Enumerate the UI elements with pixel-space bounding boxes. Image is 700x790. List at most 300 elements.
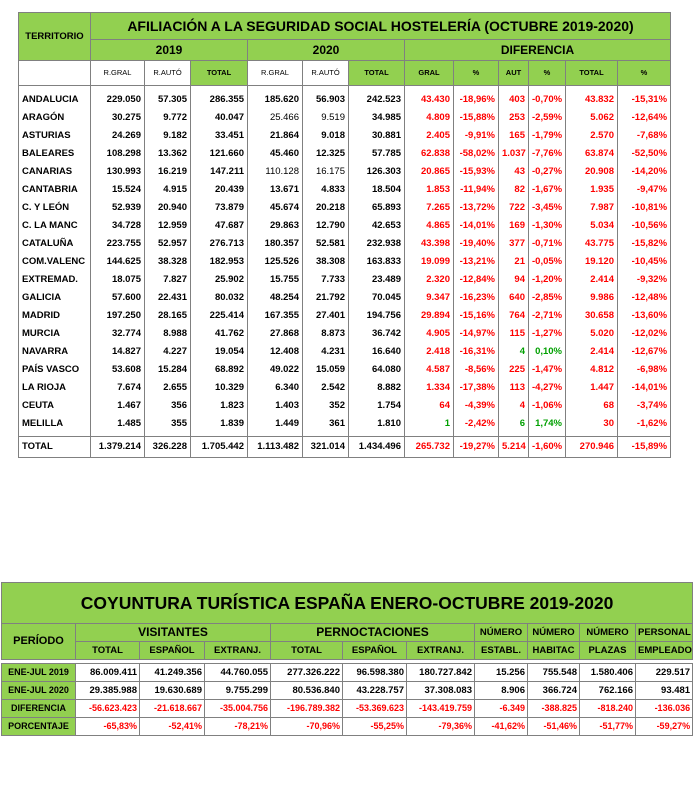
cell-rgral-2019: 52.939 xyxy=(91,198,145,216)
cell-visitors-foreign: -78,21% xyxy=(205,718,271,736)
cell-plazas: -818.240 xyxy=(580,700,636,718)
cell-rgral-2019: 57.600 xyxy=(91,288,145,306)
cell-rauto-2019: 52.957 xyxy=(145,234,191,252)
cell-rgral-2020: 1.403 xyxy=(248,396,303,414)
territory-row xyxy=(19,342,671,360)
territory-row xyxy=(19,396,671,414)
cell-territory: CANARIAS xyxy=(19,162,91,180)
cell-diff-gral: 64 xyxy=(405,396,454,414)
cell-pct-aut: -1,06% xyxy=(529,396,566,414)
cell-pct-aut: -1,67% xyxy=(529,180,566,198)
cell-rgral-2020: 185.620 xyxy=(248,86,303,109)
cell-rgral-2020: 1.113.482 xyxy=(248,437,303,458)
habitac-header: HABITAC xyxy=(528,642,580,660)
cell-diff-gral: 4.905 xyxy=(405,324,454,342)
cell-diff-total: 5.034 xyxy=(566,216,618,234)
cell-territory: CEUTA xyxy=(19,396,91,414)
cell-rgral-2019: 1.485 xyxy=(91,414,145,437)
cell-rauto-2020: 56.903 xyxy=(303,86,349,109)
cell-total-2019: 80.032 xyxy=(191,288,248,306)
cell-diff-aut: 1.037 xyxy=(499,144,529,162)
cell-rgral-2019: 18.075 xyxy=(91,270,145,288)
cell-territory: ASTURIAS xyxy=(19,126,91,144)
cell-pct-gral: -16,23% xyxy=(454,288,499,306)
cell-total-2020: 194.756 xyxy=(349,306,405,324)
overnights-header: PERNOCTACIONES xyxy=(271,624,475,642)
cell-diff-aut: 722 xyxy=(499,198,529,216)
cell-period: ENE-JUL 2020 xyxy=(2,682,76,700)
cell-diff-gral: 1 xyxy=(405,414,454,437)
overnights-spanish-header: ESPAÑOL xyxy=(343,642,407,660)
cell-rgral-2019: 14.827 xyxy=(91,342,145,360)
territory-row xyxy=(19,252,671,270)
cell-territory: COM.VALENC xyxy=(19,252,91,270)
cell-diff-gral: 43.398 xyxy=(405,234,454,252)
cell-total-2019: 41.762 xyxy=(191,324,248,342)
cell-diff-gral: 1.853 xyxy=(405,180,454,198)
cell-territory: C. LA MANC xyxy=(19,216,91,234)
cell-rauto-2020: 9.018 xyxy=(303,126,349,144)
staff-header: PERSONAL xyxy=(636,624,693,642)
cell-pct-total: -14,01% xyxy=(618,378,671,396)
sub-header-gral: GRAL xyxy=(405,61,454,86)
cell-diff-gral: 265.732 xyxy=(405,437,454,458)
cell-territory: LA RIOJA xyxy=(19,378,91,396)
cell-diff-total: 1.447 xyxy=(566,378,618,396)
cell-territory: GALICIA xyxy=(19,288,91,306)
cell-rauto-2019: 8.988 xyxy=(145,324,191,342)
cell-diff-aut: 225 xyxy=(499,360,529,378)
cell-diff-aut: 165 xyxy=(499,126,529,144)
cell-diff-gral: 2.320 xyxy=(405,270,454,288)
cell-rgral-2019: 24.269 xyxy=(91,126,145,144)
cell-rauto-2019: 28.165 xyxy=(145,306,191,324)
year-2019-header: 2019 xyxy=(91,40,248,61)
cell-visitors-foreign: 44.760.055 xyxy=(205,664,271,682)
cell-pct-total: -12,02% xyxy=(618,324,671,342)
territory-row xyxy=(19,306,671,324)
period-row xyxy=(2,664,693,682)
cell-total-2020: 70.045 xyxy=(349,288,405,306)
cell-rauto-2019: 356 xyxy=(145,396,191,414)
cell-rauto-2019: 9.182 xyxy=(145,126,191,144)
cell-visitors-foreign: 9.755.299 xyxy=(205,682,271,700)
cell-rgral-2020: 12.408 xyxy=(248,342,303,360)
tourism-body xyxy=(2,664,693,736)
cell-pct-gral: -19,27% xyxy=(454,437,499,458)
cell-total-2019: 276.713 xyxy=(191,234,248,252)
cell-pct-gral: -58,02% xyxy=(454,144,499,162)
sub-header-pct-aut: % xyxy=(529,61,566,86)
cell-pct-total: -15,31% xyxy=(618,86,671,109)
cell-diff-total: 1.935 xyxy=(566,180,618,198)
establ-header: ESTABL. xyxy=(475,642,528,660)
number-establ-header: NÚMERO xyxy=(475,624,528,642)
cell-rauto-2020: 361 xyxy=(303,414,349,437)
cell-overnights-spanish: 96.598.380 xyxy=(343,664,407,682)
cell-territory: BALEARES xyxy=(19,144,91,162)
cell-diff-aut: 764 xyxy=(499,306,529,324)
territory-row xyxy=(19,162,671,180)
territory-row xyxy=(19,180,671,198)
cell-overnights-total: 80.536.840 xyxy=(271,682,343,700)
cell-rgral-2019: 229.050 xyxy=(91,86,145,109)
cell-pct-aut: -1,20% xyxy=(529,270,566,288)
cell-overnights-total: -70,96% xyxy=(271,718,343,736)
affiliation-title: AFILIACIÓN A LA SEGURIDAD SOCIAL HOSTELERÍA (OCTUBRE 2019-2020) xyxy=(91,13,671,40)
visitors-header: VISITANTES xyxy=(76,624,271,642)
total-row xyxy=(19,437,671,458)
cell-diff-total: 63.874 xyxy=(566,144,618,162)
cell-territory: MURCIA xyxy=(19,324,91,342)
cell-rgral-2020: 27.868 xyxy=(248,324,303,342)
cell-diff-gral: 7.265 xyxy=(405,198,454,216)
cell-rauto-2019: 38.328 xyxy=(145,252,191,270)
cell-diff-aut: 169 xyxy=(499,216,529,234)
cell-rgral-2019: 223.755 xyxy=(91,234,145,252)
cell-diff-total: 5.020 xyxy=(566,324,618,342)
cell-pct-total: -1,62% xyxy=(618,414,671,437)
cell-territory: NAVARRA xyxy=(19,342,91,360)
cell-pct-gral: -2,42% xyxy=(454,414,499,437)
cell-pct-aut: -4,27% xyxy=(529,378,566,396)
cell-rgral-2019: 108.298 xyxy=(91,144,145,162)
cell-total-2020: 30.881 xyxy=(349,126,405,144)
cell-staff: -59,27% xyxy=(636,718,693,736)
cell-diff-total: 2.414 xyxy=(566,342,618,360)
cell-overnights-spanish: 43.228.757 xyxy=(343,682,407,700)
cell-total-2020: 57.785 xyxy=(349,144,405,162)
cell-rgral-2019: 144.625 xyxy=(91,252,145,270)
cell-rgral-2019: 30.275 xyxy=(91,108,145,126)
cell-establ: -41,62% xyxy=(475,718,528,736)
cell-diff-gral: 4.809 xyxy=(405,108,454,126)
cell-total-2020: 65.893 xyxy=(349,198,405,216)
cell-total-2020: 126.303 xyxy=(349,162,405,180)
cell-total-2019: 225.414 xyxy=(191,306,248,324)
sub-header-rauto-2019: R.AUTÓ xyxy=(145,61,191,86)
cell-visitors-foreign: -35.004.756 xyxy=(205,700,271,718)
cell-total-2019: 147.211 xyxy=(191,162,248,180)
cell-staff: -136.036 xyxy=(636,700,693,718)
cell-rgral-2020: 25.466 xyxy=(248,108,303,126)
cell-total-2019: 182.953 xyxy=(191,252,248,270)
tourism-table xyxy=(1,582,693,736)
cell-pct-gral: -13,72% xyxy=(454,198,499,216)
sub-header-total-diff: TOTAL xyxy=(566,61,618,86)
cell-overnights-total: 277.326.222 xyxy=(271,664,343,682)
cell-total-2019: 1.705.442 xyxy=(191,437,248,458)
cell-rauto-2019: 7.827 xyxy=(145,270,191,288)
territory-row xyxy=(19,198,671,216)
cell-diff-total: 20.908 xyxy=(566,162,618,180)
cell-rauto-2019: 2.655 xyxy=(145,378,191,396)
cell-overnights-spanish: -53.369.623 xyxy=(343,700,407,718)
cell-territory: ARAGÓN xyxy=(19,108,91,126)
territory-row xyxy=(19,324,671,342)
cell-total-2020: 36.742 xyxy=(349,324,405,342)
cell-rgral-2020: 180.357 xyxy=(248,234,303,252)
year-2020-header: 2020 xyxy=(248,40,405,61)
cell-territory: C. Y LEÓN xyxy=(19,198,91,216)
cell-territory: CANTABRIA xyxy=(19,180,91,198)
cell-visitors-total: 29.385.988 xyxy=(76,682,140,700)
cell-total-2019: 47.687 xyxy=(191,216,248,234)
cell-habitac: 366.724 xyxy=(528,682,580,700)
cell-visitors-spanish: -21.618.667 xyxy=(140,700,205,718)
cell-total-2019: 121.660 xyxy=(191,144,248,162)
cell-total-2020: 16.640 xyxy=(349,342,405,360)
territory-row xyxy=(19,234,671,252)
cell-establ: -6.349 xyxy=(475,700,528,718)
territory-row xyxy=(19,378,671,396)
cell-pct-aut: -1,30% xyxy=(529,216,566,234)
cell-pct-gral: -12,84% xyxy=(454,270,499,288)
cell-visitors-total: 86.009.411 xyxy=(76,664,140,682)
cell-total-2020: 18.504 xyxy=(349,180,405,198)
cell-pct-aut: -1,27% xyxy=(529,324,566,342)
cell-pct-gral: -18,96% xyxy=(454,86,499,109)
cell-diff-gral: 19.099 xyxy=(405,252,454,270)
cell-rauto-2020: 38.308 xyxy=(303,252,349,270)
cell-pct-gral: -9,91% xyxy=(454,126,499,144)
cell-rgral-2020: 125.526 xyxy=(248,252,303,270)
cell-rgral-2020: 167.355 xyxy=(248,306,303,324)
overnights-total-header: TOTAL xyxy=(271,642,343,660)
cell-diff-total: 2.414 xyxy=(566,270,618,288)
cell-diff-total: 270.946 xyxy=(566,437,618,458)
cell-rauto-2020: 20.218 xyxy=(303,198,349,216)
cell-pct-gral: -11,94% xyxy=(454,180,499,198)
cell-rauto-2020: 8.873 xyxy=(303,324,349,342)
cell-diff-total: 9.986 xyxy=(566,288,618,306)
cell-visitors-total: -65,83% xyxy=(76,718,140,736)
cell-pct-aut: -0,05% xyxy=(529,252,566,270)
cell-rauto-2020: 12.325 xyxy=(303,144,349,162)
cell-pct-aut: 0,10% xyxy=(529,342,566,360)
percentage-row xyxy=(2,718,693,736)
cell-diff-aut: 6 xyxy=(499,414,529,437)
cell-rauto-2019: 13.362 xyxy=(145,144,191,162)
visitors-spanish-header: ESPAÑOL xyxy=(140,642,205,660)
cell-pct-aut: -2,71% xyxy=(529,306,566,324)
cell-diff-aut: 21 xyxy=(499,252,529,270)
cell-territory: MELILLA xyxy=(19,414,91,437)
territory-header: TERRITORIO xyxy=(19,13,91,61)
cell-plazas: -51,77% xyxy=(580,718,636,736)
cell-diff-gral: 43.430 xyxy=(405,86,454,109)
period-row xyxy=(2,682,693,700)
overnights-foreign-header: EXTRANJ. xyxy=(407,642,475,660)
cell-pct-total: -12,48% xyxy=(618,288,671,306)
affiliation-header xyxy=(19,13,671,86)
cell-visitors-spanish: 41.249.356 xyxy=(140,664,205,682)
cell-diff-gral: 4.587 xyxy=(405,360,454,378)
cell-pct-total: -12,64% xyxy=(618,108,671,126)
territory-row xyxy=(19,270,671,288)
visitors-foreign-header: EXTRANJ. xyxy=(205,642,271,660)
cell-rauto-2019: 16.219 xyxy=(145,162,191,180)
cell-rgral-2020: 1.449 xyxy=(248,414,303,437)
cell-total-2019: 10.329 xyxy=(191,378,248,396)
cell-rauto-2019: 15.284 xyxy=(145,360,191,378)
cell-rgral-2020: 6.340 xyxy=(248,378,303,396)
cell-diff-aut: 94 xyxy=(499,270,529,288)
cell-rgral-2020: 110.128 xyxy=(248,162,303,180)
cell-territory: ANDALUCIA xyxy=(19,86,91,109)
cell-rauto-2020: 321.014 xyxy=(303,437,349,458)
cell-pct-gral: -13,21% xyxy=(454,252,499,270)
cell-diff-total: 68 xyxy=(566,396,618,414)
cell-pct-total: -14,20% xyxy=(618,162,671,180)
cell-total-2020: 1.754 xyxy=(349,396,405,414)
cell-total-2020: 163.833 xyxy=(349,252,405,270)
cell-overnights-spanish: -55,25% xyxy=(343,718,407,736)
territory-row xyxy=(19,126,671,144)
cell-diff-gral: 2.405 xyxy=(405,126,454,144)
cell-total-2019: 25.902 xyxy=(191,270,248,288)
cell-diff-gral: 62.838 xyxy=(405,144,454,162)
territory-row xyxy=(19,360,671,378)
cell-rgral-2020: 45.460 xyxy=(248,144,303,162)
cell-rgral-2020: 48.254 xyxy=(248,288,303,306)
cell-total-2019: 1.823 xyxy=(191,396,248,414)
cell-territory: CATALUÑA xyxy=(19,234,91,252)
cell-diff-aut: 377 xyxy=(499,234,529,252)
cell-pct-aut: 1,74% xyxy=(529,414,566,437)
cell-visitors-spanish: -52,41% xyxy=(140,718,205,736)
cell-diff-gral: 1.334 xyxy=(405,378,454,396)
cell-diff-gral: 20.865 xyxy=(405,162,454,180)
number-habitac-header: NÚMERO xyxy=(528,624,580,642)
cell-rgral-2020: 49.022 xyxy=(248,360,303,378)
cell-pct-total: -6,98% xyxy=(618,360,671,378)
cell-total-2020: 1.434.496 xyxy=(349,437,405,458)
cell-diff-aut: 4 xyxy=(499,396,529,414)
cell-rauto-2019: 326.228 xyxy=(145,437,191,458)
cell-visitors-spanish: 19.630.689 xyxy=(140,682,205,700)
cell-overnights-foreign: -79,36% xyxy=(407,718,475,736)
cell-establ: 8.906 xyxy=(475,682,528,700)
sub-header-rauto-2020: R.AUTÓ xyxy=(303,61,349,86)
cell-total-2020: 42.653 xyxy=(349,216,405,234)
cell-pct-total: -12,67% xyxy=(618,342,671,360)
cell-diff-total: 43.775 xyxy=(566,234,618,252)
cell-diff-total: 4.812 xyxy=(566,360,618,378)
number-plazas-header: NÚMERO xyxy=(580,624,636,642)
cell-pct-gral: -14,01% xyxy=(454,216,499,234)
affiliation-body xyxy=(19,86,671,437)
cell-period: DIFERENCIA xyxy=(2,700,76,718)
cell-pct-total: -9,47% xyxy=(618,180,671,198)
cell-rauto-2020: 4.833 xyxy=(303,180,349,198)
cell-period: PORCENTAJE xyxy=(2,718,76,736)
cell-pct-total: -10,56% xyxy=(618,216,671,234)
cell-diff-total: 7.987 xyxy=(566,198,618,216)
cell-rauto-2019: 57.305 xyxy=(145,86,191,109)
cell-diff-aut: 640 xyxy=(499,288,529,306)
cell-rauto-2020: 21.792 xyxy=(303,288,349,306)
territory-row xyxy=(19,86,671,109)
cell-territory: PAÍS VASCO xyxy=(19,360,91,378)
territory-row xyxy=(19,288,671,306)
cell-rgral-2019: 34.728 xyxy=(91,216,145,234)
sub-header-blank xyxy=(19,61,91,86)
cell-rauto-2020: 15.059 xyxy=(303,360,349,378)
cell-diff-aut: 113 xyxy=(499,378,529,396)
difference-header: DIFERENCIA xyxy=(405,40,671,61)
cell-total-2020: 23.489 xyxy=(349,270,405,288)
cell-rgral-2020: 21.864 xyxy=(248,126,303,144)
cell-territory: EXTREMAD. xyxy=(19,270,91,288)
cell-rauto-2020: 12.790 xyxy=(303,216,349,234)
cell-rgral-2020: 29.863 xyxy=(248,216,303,234)
cell-overnights-foreign: 180.727.842 xyxy=(407,664,475,682)
cell-diff-aut: 82 xyxy=(499,180,529,198)
cell-pct-total: -7,68% xyxy=(618,126,671,144)
cell-diff-gral: 2.418 xyxy=(405,342,454,360)
territory-row xyxy=(19,216,671,234)
cell-rgral-2019: 15.524 xyxy=(91,180,145,198)
cell-pct-gral: -4,39% xyxy=(454,396,499,414)
sub-header-pct-gral: % xyxy=(454,61,499,86)
cell-rauto-2020: 4.231 xyxy=(303,342,349,360)
territory-row xyxy=(19,414,671,437)
cell-total-2019: 19.054 xyxy=(191,342,248,360)
sub-header-total-2019: TOTAL xyxy=(191,61,248,86)
cell-pct-gral: -16,31% xyxy=(454,342,499,360)
cell-pct-aut: -2,85% xyxy=(529,288,566,306)
cell-rauto-2020: 7.733 xyxy=(303,270,349,288)
cell-diff-gral: 9.347 xyxy=(405,288,454,306)
cell-staff: 93.481 xyxy=(636,682,693,700)
cell-rgral-2020: 13.671 xyxy=(248,180,303,198)
cell-diff-total: 43.832 xyxy=(566,86,618,109)
cell-pct-aut: -1,60% xyxy=(529,437,566,458)
cell-rauto-2020: 27.401 xyxy=(303,306,349,324)
cell-habitac: 755.548 xyxy=(528,664,580,682)
cell-period: ENE-JUL 2019 xyxy=(2,664,76,682)
cell-total-2019: 33.451 xyxy=(191,126,248,144)
visitors-total-header: TOTAL xyxy=(76,642,140,660)
cell-total-2020: 8.882 xyxy=(349,378,405,396)
cell-pct-aut: -1,47% xyxy=(529,360,566,378)
cell-diff-total: 30 xyxy=(566,414,618,437)
cell-diff-gral: 4.865 xyxy=(405,216,454,234)
cell-pct-gral: -15,88% xyxy=(454,108,499,126)
cell-rauto-2019: 20.940 xyxy=(145,198,191,216)
cell-rauto-2020: 2.542 xyxy=(303,378,349,396)
cell-establ: 15.256 xyxy=(475,664,528,682)
sub-header-rgral-2020: R.GRAL xyxy=(248,61,303,86)
cell-diff-aut: 115 xyxy=(499,324,529,342)
cell-diff-aut: 4 xyxy=(499,342,529,360)
cell-pct-total: -13,60% xyxy=(618,306,671,324)
cell-total-2019: 40.047 xyxy=(191,108,248,126)
sub-header-aut: AUT xyxy=(499,61,529,86)
cell-rauto-2020: 9.519 xyxy=(303,108,349,126)
tourism-title: COYUNTURA TURÍSTICA ESPAÑA ENERO-OCTUBRE 2019-2020 xyxy=(2,583,693,624)
cell-visitors-total: -56.623.423 xyxy=(76,700,140,718)
cell-rauto-2019: 4.915 xyxy=(145,180,191,198)
cell-overnights-total: -196.789.382 xyxy=(271,700,343,718)
cell-rauto-2020: 352 xyxy=(303,396,349,414)
cell-total-2020: 64.080 xyxy=(349,360,405,378)
cell-rauto-2020: 52.581 xyxy=(303,234,349,252)
cell-pct-gral: -15,16% xyxy=(454,306,499,324)
cell-plazas: 762.166 xyxy=(580,682,636,700)
cell-rgral-2020: 15.755 xyxy=(248,270,303,288)
